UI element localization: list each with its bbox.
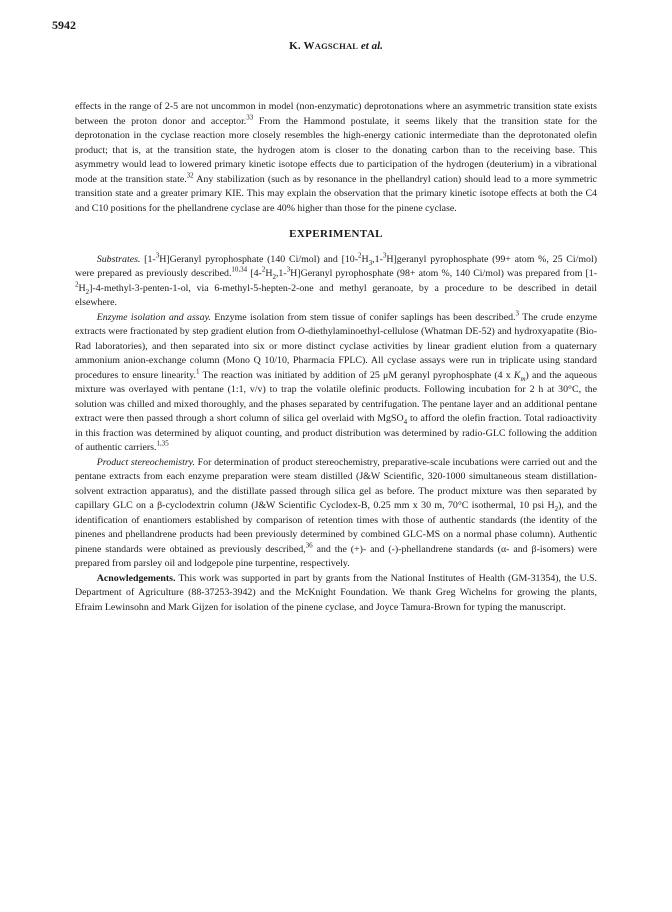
paragraph-lead: Acnowledgements. xyxy=(96,572,176,584)
enzyme-paragraph: Enzyme isolation and assay. Enzyme isolation from stem tissue of conifer saplings has been described.$^3$ The crude enzyme extracts were fractionated by step gradient elution from O-diethylaminoethyl-cellulose (Whatman DE-52) and hydroxyapatite (Bio-Rad laboratories), and then separated into six or more distinct cyclase activities by linear gradient elution from a quaternary ammonium anion-exchange column (Mono Q 10/10, Pharmacia FPLC). All cyclase assays were run in triplicate using standard procedures to ensure linearity.$^1$ The reaction was initiated by addition of 25 μM geranyl pyrophosphate (4 x $K_m$) and the aqueous mixture was overlayed with pentane (1:1, v/v) to trap the volatile olefinic products. Following incubation for 2 h at 30°C, the solution was chilled and mixed thoroughly, and the phases separated by centrifugation. The pentane layer and an additional pentane extract were then passed through a short column of silica gel overlaid with MgSO$_4$ to afford the olefin fraction. Total radioactivity in this fraction was determined by aliquot counting, and product distribution was determined by radio-GLC following the addition of authentic carriers.$^{1,35}$ xyxy=(75,309,598,453)
paragraph-lead: Product stereochemistry. xyxy=(96,456,195,468)
citation: 1,35 xyxy=(156,439,169,448)
paragraph-lead: Enzyme isolation and assay. xyxy=(96,311,211,323)
page-number: 5942 xyxy=(52,18,76,32)
citation: 3 xyxy=(515,309,520,318)
citation: 10,34 xyxy=(231,265,248,274)
citation: 32 xyxy=(186,171,194,180)
section-heading-experimental: EXPERIMENTAL xyxy=(289,228,383,240)
stereochemistry-paragraph: Product stereochemistry. For determination of product stereochemistry, preparative-scale incubations were carried out and the pentane extracts from each enzyme preparation were steam distilled (J&W Scientific, 320-1000 simultaneous steam distillation-solvent extraction apparatus), and the distillate passed through silica gel as before. The product mixture was then separated by capillary GLC on a β-cyclodextrin column (J&W Scientific Cyclodex-B, 0.25 mm x 30 m, 70°C isothermal, 10 psi $H_2$), and the identification of enantiomers established by comparison of retention times with those of authentic standards (the identity of the pinenes and phellandrene products had been previously determined by combined GLC-MS on a normal phase column). Authentic pinene standards were obtained as previously described,$^{36}$ and the (+)- and (-)-phellandrene standards (α- and β-isomers) were prepared from parsley oil and lodgepole pine turpentine, respectively. xyxy=(75,456,597,569)
substrates-paragraph: Substrates. [1-$^3$H]Geranyl pyrophosphate (140 Ci/mol) and $[10-^2H_3,1-^3H]geranyl$ pyrophosphate (99+ atom %, 25 Ci/mol) were prepared as previously described.$^{10,34}$ $[4-^2H_2,1-^3H]Geranyl$ pyrophosphate (98+ atom %, 140 Ci/mol) was prepared from $[1-^2H_2]-4-methyl-3-penten-1-ol$, via 6-methyl-5-hepten-2-one and methyl geranoate, by a procedure to be described in detail elsewhere. xyxy=(75,251,598,308)
discussion-paragraph: effects in the range of 2-5 are not uncommon in model (non-enzymatic) deprotonations where an asymmetric transition state exists between the proton donor and acceptor.$^{33}$ From the Hammond postulate, it seems likely that the transition state for the deprotonation in the cyclase reaction more closely resembles the high-energy cationic intermediate than the deprotonated olefin product; that is, at the transition state, the hydrogen atom is closer to the donating carbon than to the receiving base. This asymmetry would lead to lowered primary kinetic isotope effects due to participation of the hydrogen (deuterium) in a vibrational mode at the transition state.$^{32}$ Any stabilization (such as by resonance in the phellandryl cation) should lead to a more symmetric transition state and a greater primary KIE. This may explain the observation that the primary kinetic isotope effects at both the C4 and C10 positions for the phellandrene cyclase are 40% higher than those for the pinene cyclase. xyxy=(75,101,597,214)
running-head xyxy=(0,40,672,52)
article-body xyxy=(75,100,597,615)
acknowledgements-paragraph: Acnowledgements. This work was supported in part by grants from the National Institutes of Health (GM-31354), the U.S. Department of Agriculture (88-37253-3942) and the McKnight Foundation. We thank Greg Wichelns for growing the plants, Efraim Lewinsohn and Mark Gijzen for isolation of the pinene cyclase, and Joyce Tamura-Brown for typing the manuscript. xyxy=(75,572,597,613)
citation: 33 xyxy=(246,113,254,122)
paragraph-lead: Substrates. xyxy=(96,253,141,265)
running-head-et-al: et al. xyxy=(360,40,383,52)
citation: 1 xyxy=(196,367,200,376)
running-head-author: K. WAGSCHAL xyxy=(289,40,359,52)
citation: 36 xyxy=(305,541,313,550)
